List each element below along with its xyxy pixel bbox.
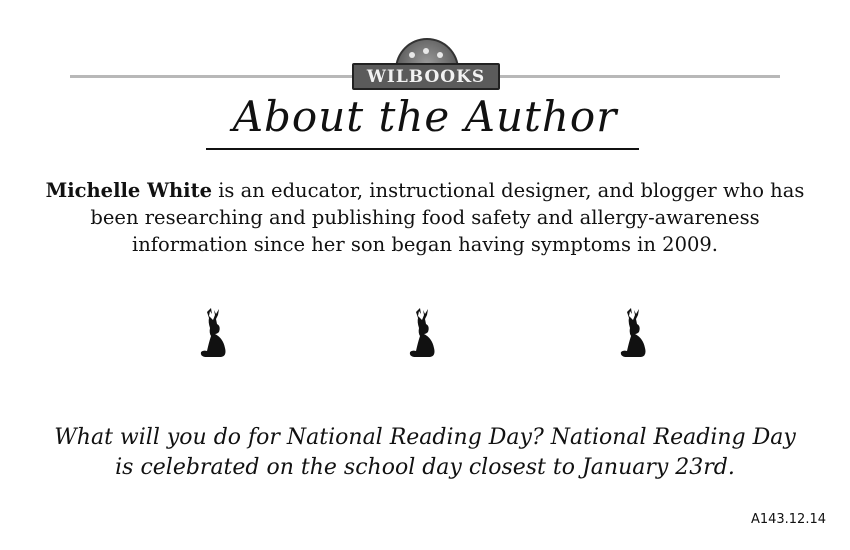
header-rule-left bbox=[70, 75, 355, 78]
logo-text: WILBOOKS bbox=[366, 66, 486, 87]
reading-day-question bbox=[20, 423, 830, 483]
header-rule-right bbox=[497, 75, 780, 78]
page-title: About the Author bbox=[232, 92, 618, 141]
jackalope-icon bbox=[406, 306, 440, 360]
title-underline bbox=[206, 148, 639, 150]
question-line-1: What will you do for National Reading Day? National Reading Day bbox=[54, 425, 796, 450]
question-line-2: is celebrated on the school day closest to January 23rd. bbox=[115, 455, 735, 480]
jackalope-icon bbox=[197, 306, 231, 360]
logo-band bbox=[352, 63, 500, 90]
wilbooks-logo bbox=[352, 38, 498, 90]
author-bio bbox=[30, 177, 820, 258]
jackalope-icon bbox=[617, 306, 651, 360]
product-code: A143.12.14 bbox=[750, 512, 826, 527]
author-name: Michelle White bbox=[45, 179, 212, 202]
author-bio-text: is an educator, instructional designer, and blogger who has been researching and publishing food safety and allergy-awareness information since her son began having symptoms in 2009. bbox=[90, 179, 805, 256]
